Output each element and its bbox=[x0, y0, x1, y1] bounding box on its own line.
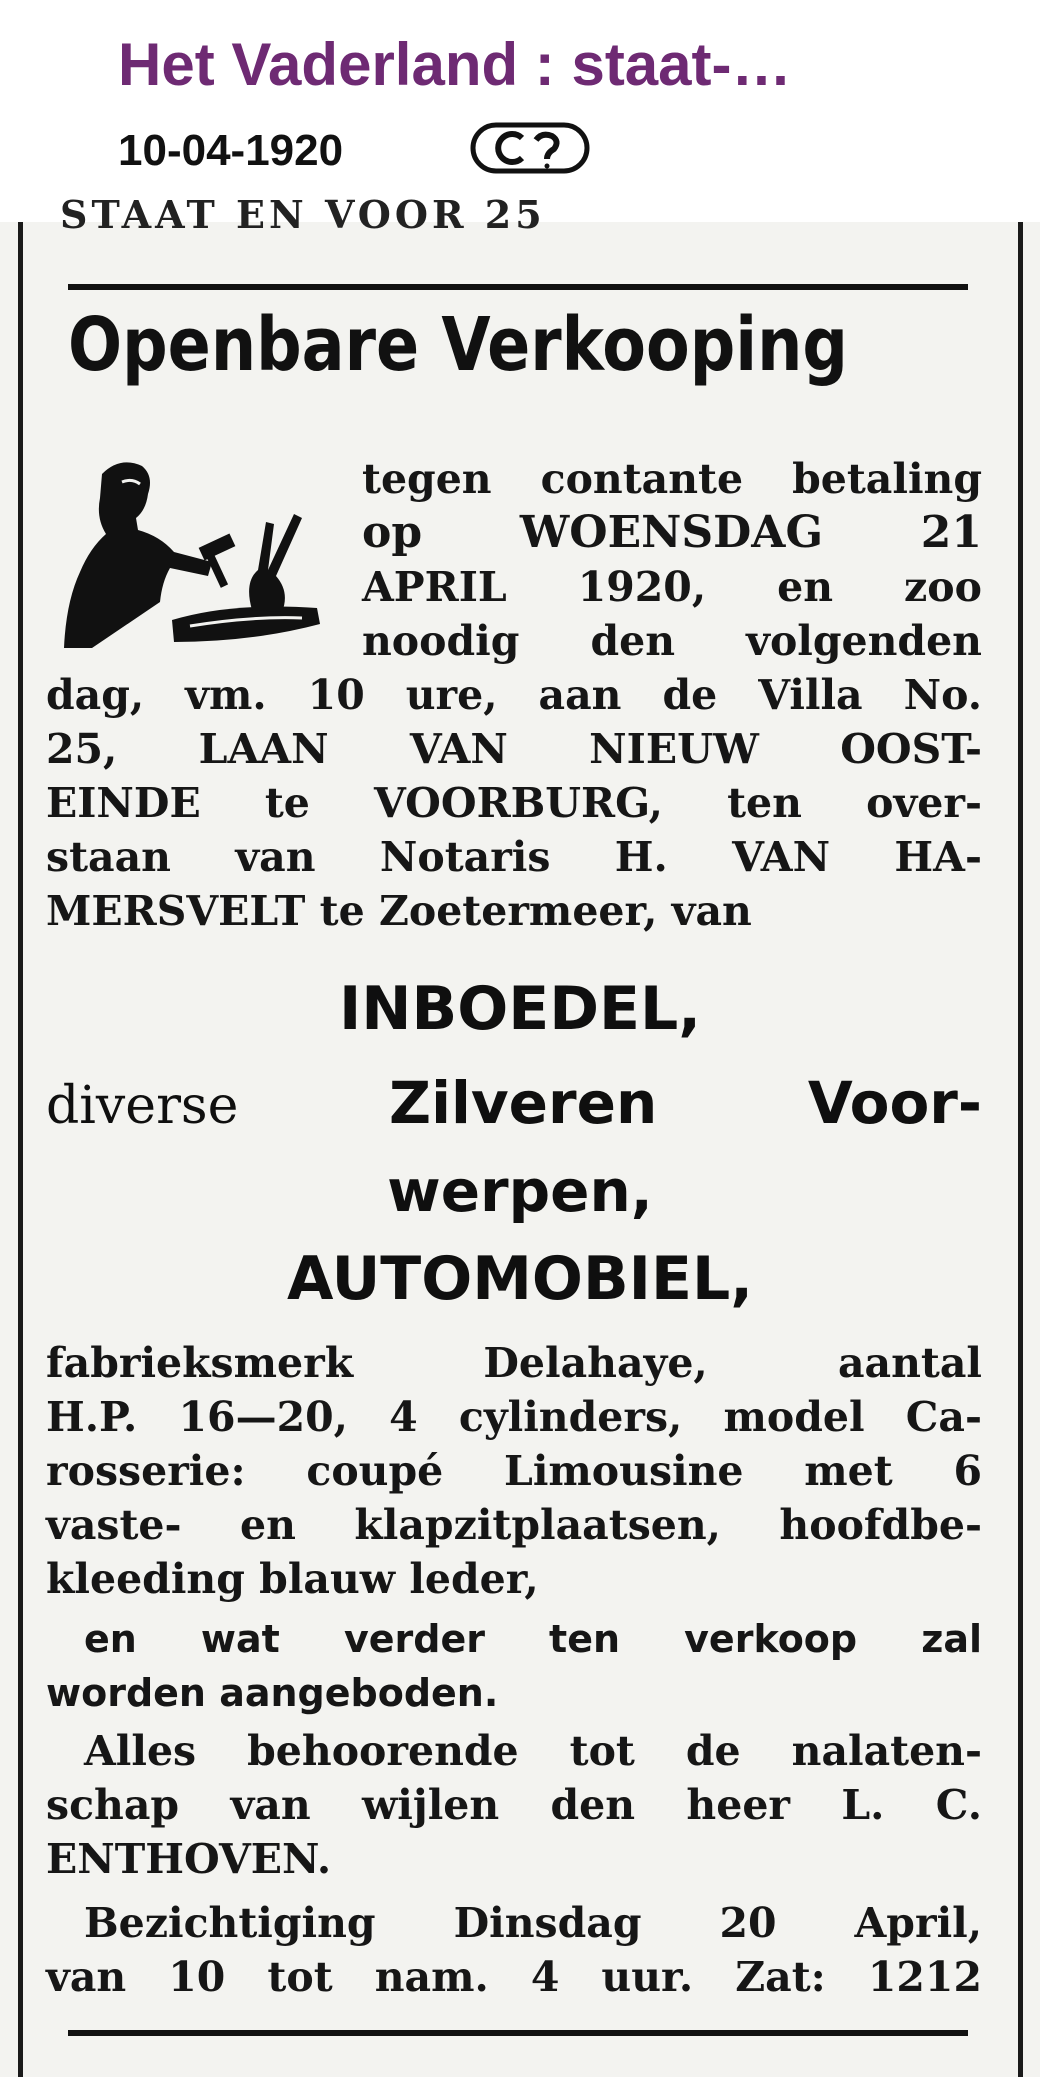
car-line-3: rosserie: coupé Limousine met 6 bbox=[46, 1447, 982, 1495]
copyright-unknown-icon[interactable] bbox=[470, 122, 590, 174]
car-line-4: vaste- en klapzitplaatsen, hoofdbe- bbox=[46, 1501, 982, 1549]
diverse-line bbox=[46, 1068, 982, 1141]
car-line-1: fabrieksmerk Delahaye, aantal bbox=[46, 1339, 982, 1387]
publication-date: 10-04-1920 bbox=[118, 126, 344, 175]
car-line-2: H.P. 16—20, 4 cylinders, model Ca- bbox=[46, 1393, 982, 1441]
clipping-border-left bbox=[18, 222, 23, 2077]
zilveren-voor: Zilveren Voor- bbox=[389, 1069, 982, 1137]
viewing-line-1: Bezichtiging Dinsdag 20 April, bbox=[84, 1899, 982, 1947]
viewing-line-2: van 10 tot nam. 4 uur. Zat: 1212 bbox=[46, 1953, 982, 2001]
text-line-8: staan van Notaris H. VAN HA- bbox=[46, 833, 982, 881]
clipped-heading-remnant: STAAT EN VOOR 25 bbox=[60, 192, 546, 237]
newspaper-clipping bbox=[0, 192, 1040, 2077]
inboedel-heading: INBOEDEL, bbox=[338, 974, 702, 1044]
automobiel-heading: AUTOMOBIEL, bbox=[286, 1244, 754, 1314]
estate-line-2: schap van wijlen den heer L. C. bbox=[46, 1781, 982, 1829]
auctioneer-hammer-illustration bbox=[62, 452, 332, 652]
text-line-6: 25, LAAN VAN NIEUW OOST- bbox=[46, 725, 982, 773]
offer-line-1: en wat verder ten verkoop zal bbox=[84, 1617, 982, 1661]
clipping-border-right bbox=[1018, 222, 1023, 2077]
text-line-7: EINDE te VOORBURG, ten over- bbox=[46, 779, 982, 827]
text-line-3: APRIL 1920, en zoo bbox=[362, 563, 982, 611]
text-line-5: dag, vm. 10 ure, aan de Villa No. bbox=[46, 671, 982, 719]
werpen-line: werpen, bbox=[387, 1157, 653, 1225]
text-line-2: op WOENSDAG 21 bbox=[362, 507, 982, 558]
text-line-9: MERSVELT te Zoetermeer, van bbox=[46, 887, 752, 935]
offer-line-2: worden aangeboden. bbox=[46, 1671, 499, 1715]
newspaper-title[interactable]: Het Vaderland : staat-… bbox=[118, 31, 792, 98]
catalog-header bbox=[0, 0, 1040, 222]
estate-line-1: Alles behoorende tot de nalaten- bbox=[84, 1727, 982, 1775]
car-line-5: kleeding blauw leder, bbox=[46, 1555, 539, 1603]
bottom-rule bbox=[68, 2030, 968, 2036]
estate-line-3: ENTHOVEN. bbox=[46, 1835, 332, 1883]
advertisement-title: Openbare Verkooping bbox=[68, 302, 848, 388]
diverse-prefix: diverse bbox=[46, 1076, 239, 1136]
top-rule bbox=[68, 284, 968, 290]
text-line-1: tegen contante betaling bbox=[362, 455, 982, 503]
text-line-4: noodig den volgenden bbox=[362, 617, 982, 665]
